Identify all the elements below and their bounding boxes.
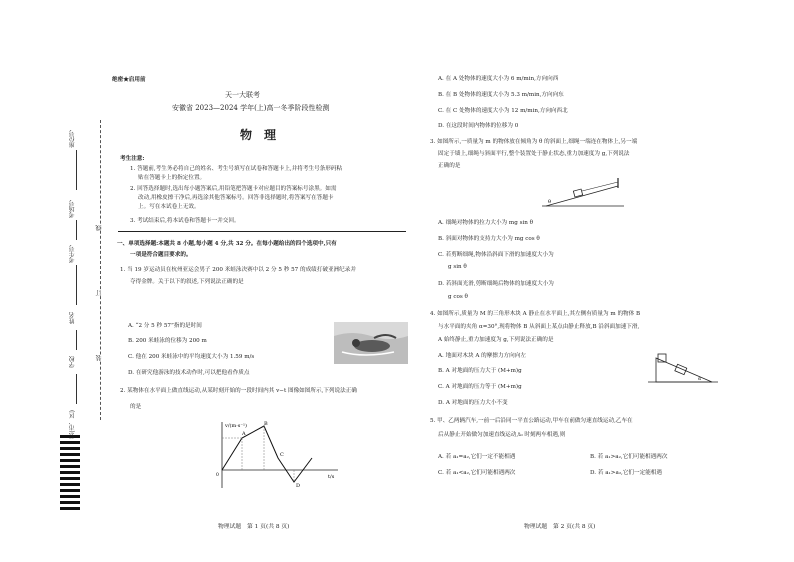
- section-heading: 一、单项选择题:本题共 8 小题,每小题 4 分,共 32 分。在每小题给出的四个选项中,只有: [117, 241, 337, 247]
- q5-option-d: D. 若 a₁>a₂,它们一定能相遇: [590, 470, 662, 476]
- binding-bar: [60, 477, 80, 480]
- q2-option-a: A. 在 A 处物体的速度大小为 6 m/min,方向向西: [438, 76, 559, 82]
- q4-option-c: C. A 对地面的压力等于 (M+m)g: [438, 384, 522, 390]
- seal-mark: 装: [96, 355, 103, 361]
- graph-xlabel: t/s: [328, 474, 335, 480]
- note-line: 改动,用橡皮擦干净后,再选涂其他答案标号。回答非选择题时,将答案写在答题卡: [138, 195, 334, 201]
- binding-bar: [60, 507, 80, 510]
- note-line: 3. 考试结束后,将本试卷和答题卡一并交回。: [130, 218, 240, 224]
- league-name: 天一大联考: [225, 91, 260, 99]
- fill-line: [76, 150, 77, 190]
- q5-stem: 后从静止开始做匀加速直线运动,t₀ 时刻两车相遇,则: [438, 432, 566, 438]
- q2-option-c: C. 在 C 处物体的速度大小为 12 m/min,方向向西北: [438, 108, 568, 114]
- binding-bar: [60, 459, 80, 462]
- svg-text:θ: θ: [548, 199, 552, 205]
- q1-option-d: D. 在研究他游泳的技术动作时,可以把他看作质点: [128, 370, 250, 376]
- exam-title: 安徽省 2023—2024 学年(上)高一冬季阶段性检测: [172, 104, 330, 112]
- q1-option-a: A. “2 分 5 秒 57”指的是时间: [128, 323, 202, 329]
- note-line: 上。写在本试卷上无效。: [138, 204, 200, 210]
- graph-point-a: A: [242, 431, 246, 437]
- q3-option-b: B. 斜面对物体的支持力大小为 mg cos θ: [438, 236, 540, 242]
- incline-figure-q4: [646, 350, 720, 386]
- page-footer-right: 物理试题 第 2 页(共 8 页): [524, 524, 596, 530]
- q5-option-c: C. 若 a₁<a₂,它们可能相遇两次: [438, 470, 516, 476]
- seal-mark: 线: [96, 225, 103, 231]
- note-line: 2. 回答选择题时,选出每小题答案后,用铅笔把答题卡对应题目的答案标号涂黑。如需: [130, 186, 337, 192]
- section-heading-cont: 一项是符合题目要求的。: [130, 252, 192, 258]
- graph-tick: 0: [216, 473, 219, 478]
- q1-stem: 1. 当 19 岁运动员在杭州亚运会男子 200 米蛙泳决赛中以 2 分 5 秒 57 的成绩打破亚洲纪录并: [120, 267, 356, 273]
- q3-option-d: D. 若斜面光滑,剪断细绳后物体的加速度大小为: [438, 281, 554, 287]
- binding-bar: [60, 483, 80, 486]
- binding-bar: [60, 501, 80, 504]
- binding-bar: [60, 489, 80, 492]
- q4-option-d: D. A 对地面的压力大小不变: [438, 400, 508, 406]
- q3-stem: 正确的是: [438, 163, 461, 169]
- q3-option-c: C. 若剪断细绳,物体沿斜面下滑的加速度大小为: [438, 252, 554, 258]
- notes-title: 考生注意:: [120, 156, 145, 162]
- q3-option-a: A. 细绳对物体的拉力大小为 mg sin θ: [438, 220, 533, 226]
- note-line: 1. 答题前,考生务必将自己的姓名、考生号填写在试卷和答题卡上,并将考生号条形码粘: [130, 166, 343, 172]
- q4-option-a: A. 地面对木块 A 的摩擦力方向向左: [438, 353, 526, 359]
- graph-point-b: B: [264, 421, 268, 427]
- q5-option-a: A. 若 a₁=a₂,它们一定不能相遇: [438, 454, 516, 460]
- binding-bar: [60, 447, 80, 450]
- svg-text:α: α: [698, 377, 702, 382]
- q5-option-b: B. 若 a₁>a₂,它们可能相遇两次: [590, 454, 668, 460]
- exam-room-label: 考场号: [69, 200, 76, 218]
- fill-line: [76, 374, 77, 404]
- seat-number-label: 座位号: [69, 130, 76, 148]
- graph-point-d: D: [296, 483, 301, 489]
- q3-stem: 3. 如图所示,一质量为 m 的物体放在倾角为 θ 的斜面上,细绳一端连在物体上,另一端: [430, 139, 638, 145]
- page-footer-left: 物理试题 第 1 页(共 8 页): [218, 524, 290, 530]
- q2-stem: 2. 某物体在水平面上做直线运动,从某时刻开始的一段时间内其 v−t 图像如图所示,下列说法正确: [120, 388, 357, 394]
- confidential-stamp: 绝密★启用前: [112, 77, 146, 83]
- binding-bar: [60, 465, 80, 468]
- county-label: 县(市、区): [69, 410, 76, 439]
- q3-stem: 固定于墙上,细绳与斜面平行,整个装置处于静止状态,重力加速度为 g,下列说法: [438, 151, 630, 157]
- graph-point-c: C: [280, 452, 284, 458]
- swimmer-photo: [334, 322, 408, 364]
- name-label: 姓名: [69, 312, 76, 324]
- fill-line: [76, 220, 77, 240]
- q4-stem: A 始终静止,重力加速度为 g,下列说法正确的是: [438, 337, 554, 343]
- seal-mark: 订: [96, 290, 103, 296]
- q2-option-b: B. 在 B 处物体的速度大小为 5.3 m/min,方向向东: [438, 92, 564, 98]
- divider: [118, 231, 406, 232]
- incline-figure-q3: [538, 178, 628, 210]
- school-label: 学校: [69, 356, 76, 368]
- q3-option-c-cont: g sin θ: [448, 264, 467, 270]
- binding-bar: [60, 453, 80, 456]
- q1-stem: 夺得金牌。关于以下的叙述,下列说法正确的是: [130, 279, 244, 285]
- q2-option-d: D. 在这段时间内物体的位移为 0: [438, 123, 519, 129]
- fill-line: [76, 265, 77, 305]
- q4-option-b: B. A 对地面的压力大于 (M+m)g: [438, 368, 522, 374]
- note-line: 贴在答题卡上的指定位置。: [138, 175, 206, 181]
- q4-stem: 4. 如图所示,质量为 M 的三角形木块 A 静止在水平面上,其左侧有质量为 m 的物体 B: [430, 311, 641, 317]
- vt-graph: [212, 418, 342, 490]
- q4-stem: 与水平面的夹角 α=30°,现将物体 B 从斜面上某点由静止释放,B 沿斜面加速下滑,: [438, 324, 640, 330]
- binding-bar: [60, 471, 80, 474]
- graph-ylabel: v/(m·s⁻¹): [225, 423, 247, 429]
- seal-line: [100, 120, 101, 420]
- binding-bar: [60, 441, 80, 444]
- candidate-number-label: 考生号: [69, 245, 76, 263]
- subject-title: 物 理: [240, 128, 277, 142]
- q2-stem: 的是: [130, 404, 142, 410]
- q5-stem: 5. 甲、乙两辆汽车,一前一后沿同一平直公路运动,甲车在前做匀速直线运动,乙车在: [430, 418, 633, 424]
- q1-option-b: B. 200 米蛙泳的位移为 200 m: [128, 338, 207, 344]
- q1-option-c: C. 他在 200 米蛙泳中的平均速度大小为 1.59 m/s: [128, 354, 255, 360]
- binding-bar: [60, 495, 80, 498]
- fill-line: [76, 330, 77, 350]
- q3-option-d-cont: g cos θ: [448, 294, 468, 300]
